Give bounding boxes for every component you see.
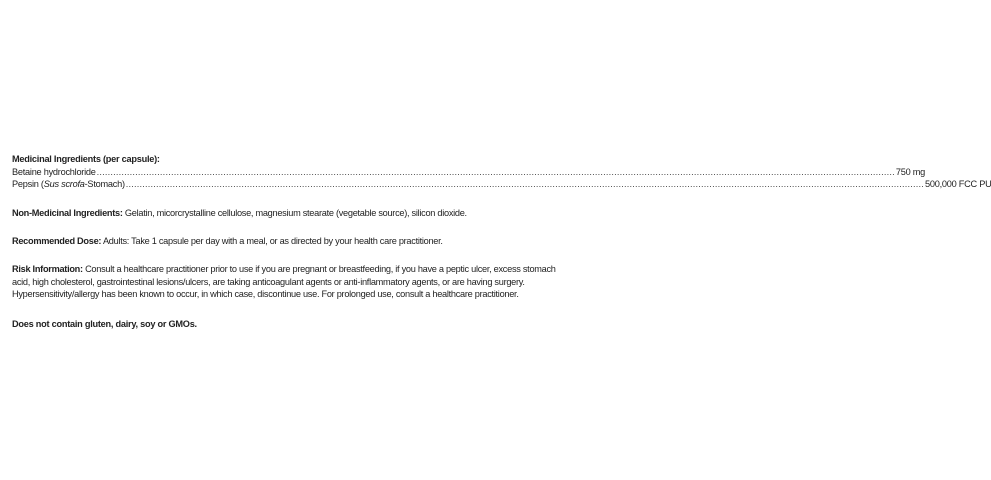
ingredient-name: Betaine hydrochloride — [12, 167, 96, 177]
risk-information — [12, 263, 556, 301]
risk-information-heading: Risk Information: — [12, 264, 83, 274]
non-medicinal-ingredients — [12, 207, 468, 220]
ingredient-name: Pepsin (Sus scrofa-Stomach) — [12, 179, 125, 189]
non-medicinal-text: Gelatin, micorcrystalline cellulose, magnesium stearate (vegetable source), silicon dioxide. — [122, 208, 467, 218]
risk-text-line: Consult a healthcare practitioner prior to use if you are pregnant or breastfeeding, if you have a peptic ulcer, excess stomach — [82, 264, 556, 274]
ingredient-amount: 500,000 FCC PU — [925, 179, 991, 189]
species-name: Sus scrofa — [43, 179, 85, 189]
recommended-dose-text: Adults: Take 1 capsule per day with a meal, or as directed by your health care practitioner. — [101, 236, 443, 246]
risk-text-line: Hypersensitivity/allergy has been known to occur, in which case, discontinue use. For prolonged use, consult a healthcare practitioner. — [12, 289, 519, 300]
recommended-dose — [12, 235, 468, 248]
ingredient-row — [12, 166, 926, 178]
ingredient-row — [12, 178, 991, 190]
dot-leader — [97, 166, 895, 178]
allergen-statement: Does not contain gluten, dairy, soy or GMOs. — [12, 319, 197, 329]
ingredient-amount: 750 mg — [895, 167, 926, 177]
recommended-dose-heading: Recommended Dose: — [12, 236, 102, 246]
dot-leader — [126, 178, 924, 190]
medicinal-ingredients-heading: Medicinal Ingredients (per capsule): — [12, 154, 160, 164]
non-medicinal-heading: Non-Medicinal Ingredients: — [12, 208, 123, 218]
risk-text-line: acid, high cholesterol, gastrointestinal lesions/ulcers, are taking anticoagulant agents or anti-inflammatory agents, or are having surgery. — [12, 276, 525, 287]
